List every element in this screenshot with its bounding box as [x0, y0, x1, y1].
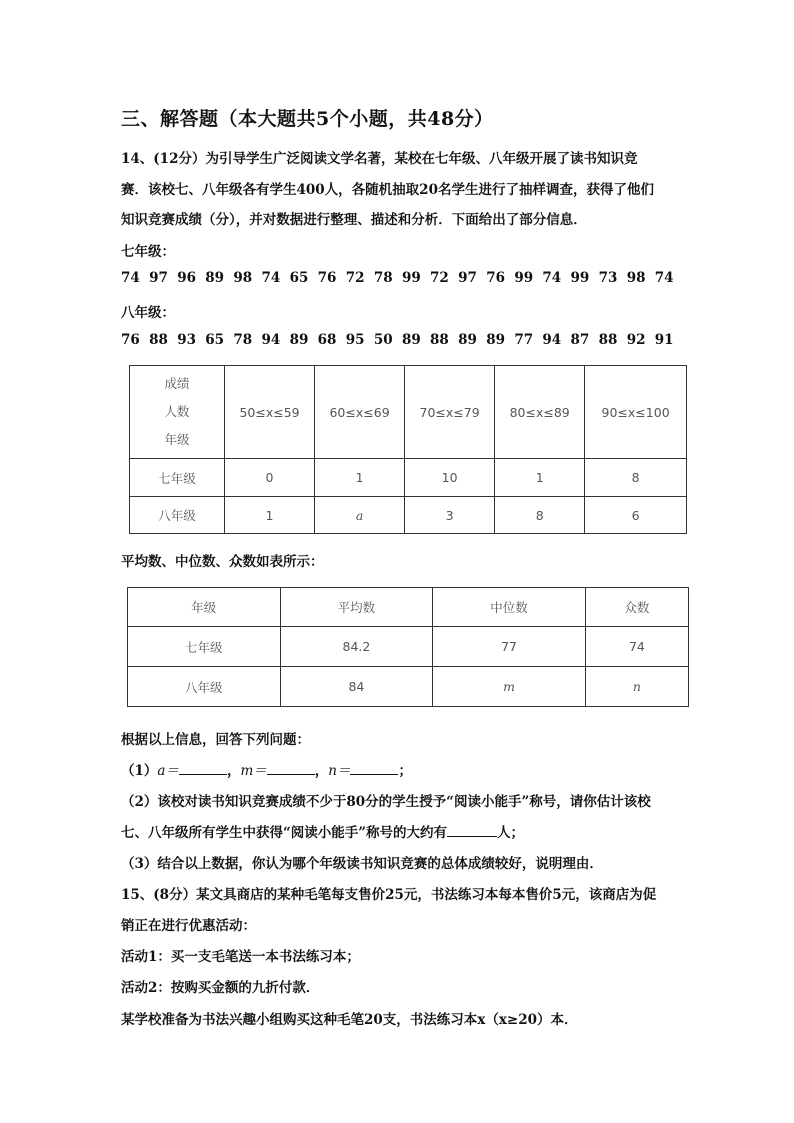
q14-line-3: 知识竞赛成绩（分），并对数据进行整理、描述和分析．下面给出了部分信息．	[121, 212, 587, 228]
row-grade: 八年级	[130, 497, 225, 534]
score: 65	[289, 270, 309, 286]
cell: 1	[315, 459, 405, 497]
part-2-line-2: 七、八年级所有学生中获得“阅读小能手”称号的大约有 人；	[121, 825, 525, 841]
score: 78	[373, 270, 393, 286]
score: 92	[626, 332, 646, 348]
cell: 七年级	[128, 627, 281, 667]
table-row	[128, 667, 689, 707]
table-row	[128, 627, 689, 667]
score: 76	[486, 270, 506, 286]
answer-blank-a[interactable]	[179, 762, 227, 775]
cell: 84.2	[280, 627, 433, 667]
score: 77	[514, 332, 534, 348]
cell: 0	[225, 459, 315, 497]
score: 74	[654, 270, 674, 286]
grade7-label: 七年级：	[121, 244, 175, 260]
score: 97	[149, 270, 168, 286]
score: 94	[261, 332, 281, 348]
score: 94	[542, 332, 562, 348]
score: 72	[430, 270, 449, 286]
score: 76	[317, 270, 337, 286]
stats-header: 年级	[128, 588, 281, 627]
stats-header: 中位数	[433, 588, 586, 627]
score: 50	[373, 332, 393, 348]
stats-intro: 平均数、中位数、众数如表所示：	[121, 554, 324, 570]
stats-table	[127, 587, 689, 707]
cell: a	[315, 497, 405, 534]
score: 99	[570, 270, 590, 286]
part-3: （3）结合以上数据，你认为哪个年级读书知识竞赛的总体成绩较好，说明理由．	[121, 856, 603, 872]
table-row	[130, 497, 687, 534]
activity-1: 活动1：买一支毛笔送一本书法练习本；	[121, 949, 360, 965]
score: 91	[654, 332, 674, 348]
cell: 八年级	[128, 667, 281, 707]
score: 76	[121, 332, 140, 348]
score: 99	[514, 270, 534, 286]
score: 93	[177, 332, 196, 348]
score: 88	[149, 332, 168, 348]
grade8-scores	[121, 332, 683, 348]
score: 89	[205, 270, 225, 286]
score: 95	[345, 332, 365, 348]
answer-prompt: 根据以上信息，回答下列问题：	[121, 732, 310, 748]
row-grade: 七年级	[130, 459, 225, 497]
score: 88	[598, 332, 618, 348]
cell: 8	[585, 459, 687, 497]
cell: 74	[585, 627, 688, 667]
part-2-line-1: （2）该校对读书知识竞赛成绩不少于80分的学生授予“阅读小能手”称号，请你估计该校	[121, 794, 651, 810]
stats-header: 众数	[585, 588, 688, 627]
stats-header: 平均数	[280, 588, 433, 627]
q14-line-1: 14、(12分）为引导学生广泛阅读文学名著，某校在七年级、八年级开展了读书知识竞	[121, 151, 638, 167]
frequency-table	[129, 365, 687, 534]
corner-header: 成绩 人数 年级	[130, 366, 225, 459]
score: 98	[233, 270, 253, 286]
range-header: 60≤x≤69	[315, 366, 405, 459]
score: 89	[458, 332, 477, 348]
cell: m	[433, 667, 586, 707]
score: 96	[177, 270, 196, 286]
section-heading: 三、解答题（本大题共5个小题，共48分）	[121, 108, 494, 130]
cell: 8	[495, 497, 585, 534]
cell: n	[585, 667, 688, 707]
score: 88	[430, 332, 449, 348]
grade8-label: 八年级：	[121, 305, 175, 321]
score: 78	[233, 332, 253, 348]
score: 74	[542, 270, 562, 286]
score: 87	[570, 332, 590, 348]
range-header: 70≤x≤79	[405, 366, 495, 459]
cell: 1	[495, 459, 585, 497]
answer-blank-n[interactable]	[350, 762, 398, 775]
score: 73	[598, 270, 618, 286]
table-row	[130, 459, 687, 497]
range-header: 90≤x≤100	[585, 366, 687, 459]
cell: 10	[405, 459, 495, 497]
grade7-scores	[121, 270, 683, 286]
score: 65	[205, 332, 225, 348]
score: 89	[401, 332, 421, 348]
q14-line-2: 赛．该校七、八年级各有学生400人，各随机抽取20名学生进行了抽样调查，获得了他们	[121, 182, 654, 198]
activity-2: 活动2：按购买金额的九折付款．	[121, 980, 320, 996]
answer-blank-m[interactable]	[267, 762, 315, 775]
score: 97	[458, 270, 477, 286]
cell: 77	[433, 627, 586, 667]
score: 89	[289, 332, 309, 348]
cell: 1	[225, 497, 315, 534]
score: 68	[317, 332, 337, 348]
part-1: （1）a＝ ，m＝ ，n＝ ；	[121, 763, 412, 779]
range-header: 80≤x≤89	[495, 366, 585, 459]
score: 89	[486, 332, 506, 348]
cell: 3	[405, 497, 495, 534]
score: 72	[345, 270, 365, 286]
score: 74	[261, 270, 281, 286]
q15-line-1: 15、(8分）某文具商店的某种毛笔每支售价25元，书法练习本每本售价5元，该商店为促	[121, 887, 657, 903]
score: 99	[401, 270, 421, 286]
score: 98	[626, 270, 646, 286]
answer-blank-count[interactable]	[447, 824, 497, 837]
cell: 6	[585, 497, 687, 534]
cell: 84	[280, 667, 433, 707]
range-header: 50≤x≤59	[225, 366, 315, 459]
q15-line-3: 某学校准备为书法兴趣小组购买这种毛笔20支，书法练习本x（x≥20）本．	[121, 1012, 578, 1028]
q15-line-2: 销正在进行优惠活动：	[121, 918, 256, 934]
score: 74	[121, 270, 140, 286]
